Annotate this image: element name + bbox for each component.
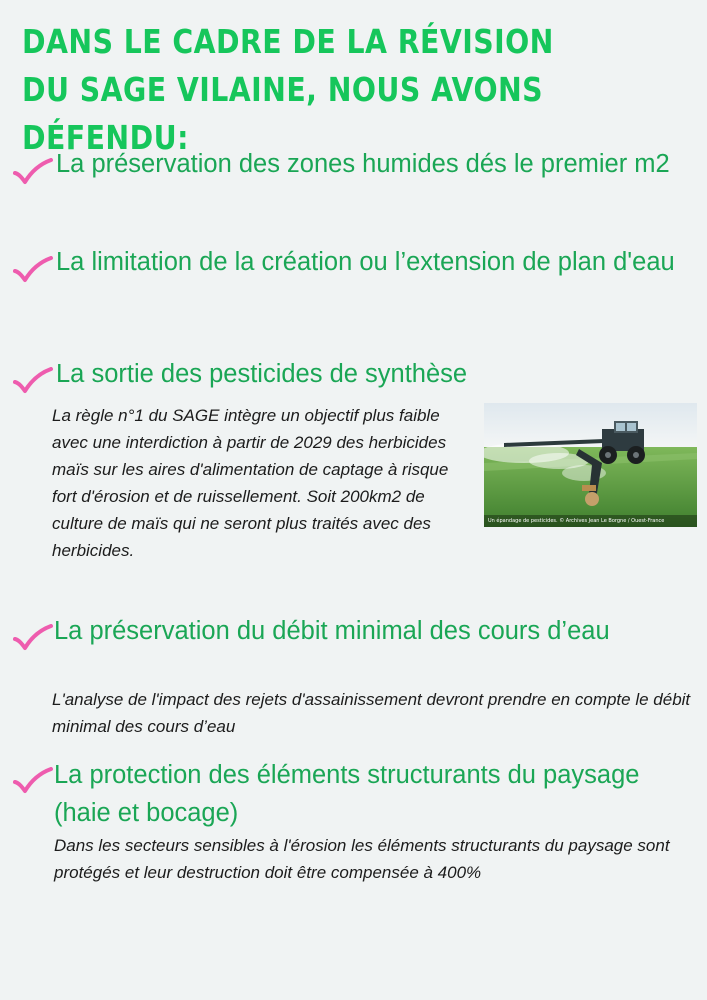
page-title: DANS LE CADRE DE LA RÉVISION DU SAGE VILAINE, NOUS AVONS DÉFENDU: [22, 22, 554, 157]
check-icon [12, 367, 54, 395]
tractor-spraying-photo [484, 403, 697, 527]
item-heading-pesticides: La sortie des pesticides de synthèse [56, 360, 468, 388]
check-icon [12, 256, 54, 284]
item-description-pesticides: La règle n°1 du SAGE intègre un objectif plus faible avec une interdiction à partir de 2029 des herbicides maïs sur les aires d'alimentation de captage à risque fort d'érosion et de ruissellement. Soit 200km2 de culture de maïs qui ne seront plus traités avec des herbicides. [52, 406, 449, 560]
check-icon [12, 624, 54, 652]
item-heading-zones-humides: La préservation des zones humides dés le premier m2 [56, 150, 670, 178]
item-heading-plan-eau: La limitation de la création ou l’extension de plan d'eau [56, 248, 675, 276]
check-icon [12, 158, 54, 186]
photo-caption: Un épandage de pesticides. © Archives Jean Le Borgne / Ouest-France [488, 518, 665, 524]
item-description-paysage: Dans les secteurs sensibles à l'érosion les éléments structurants du paysage sont protégés et leur destruction doit être compensée à 400% [54, 836, 670, 882]
item-heading-paysage: La protection des éléments structurants du paysage (haie et bocage) [54, 761, 640, 827]
item-description-debit-minimal: L'analyse de l'impact des rejets d'assainissement devront prendre en compte le débit minimal des cours d’eau [52, 690, 691, 736]
item-heading-debit-minimal: La préservation du débit minimal des cours d’eau [54, 617, 610, 645]
check-icon [12, 767, 54, 795]
